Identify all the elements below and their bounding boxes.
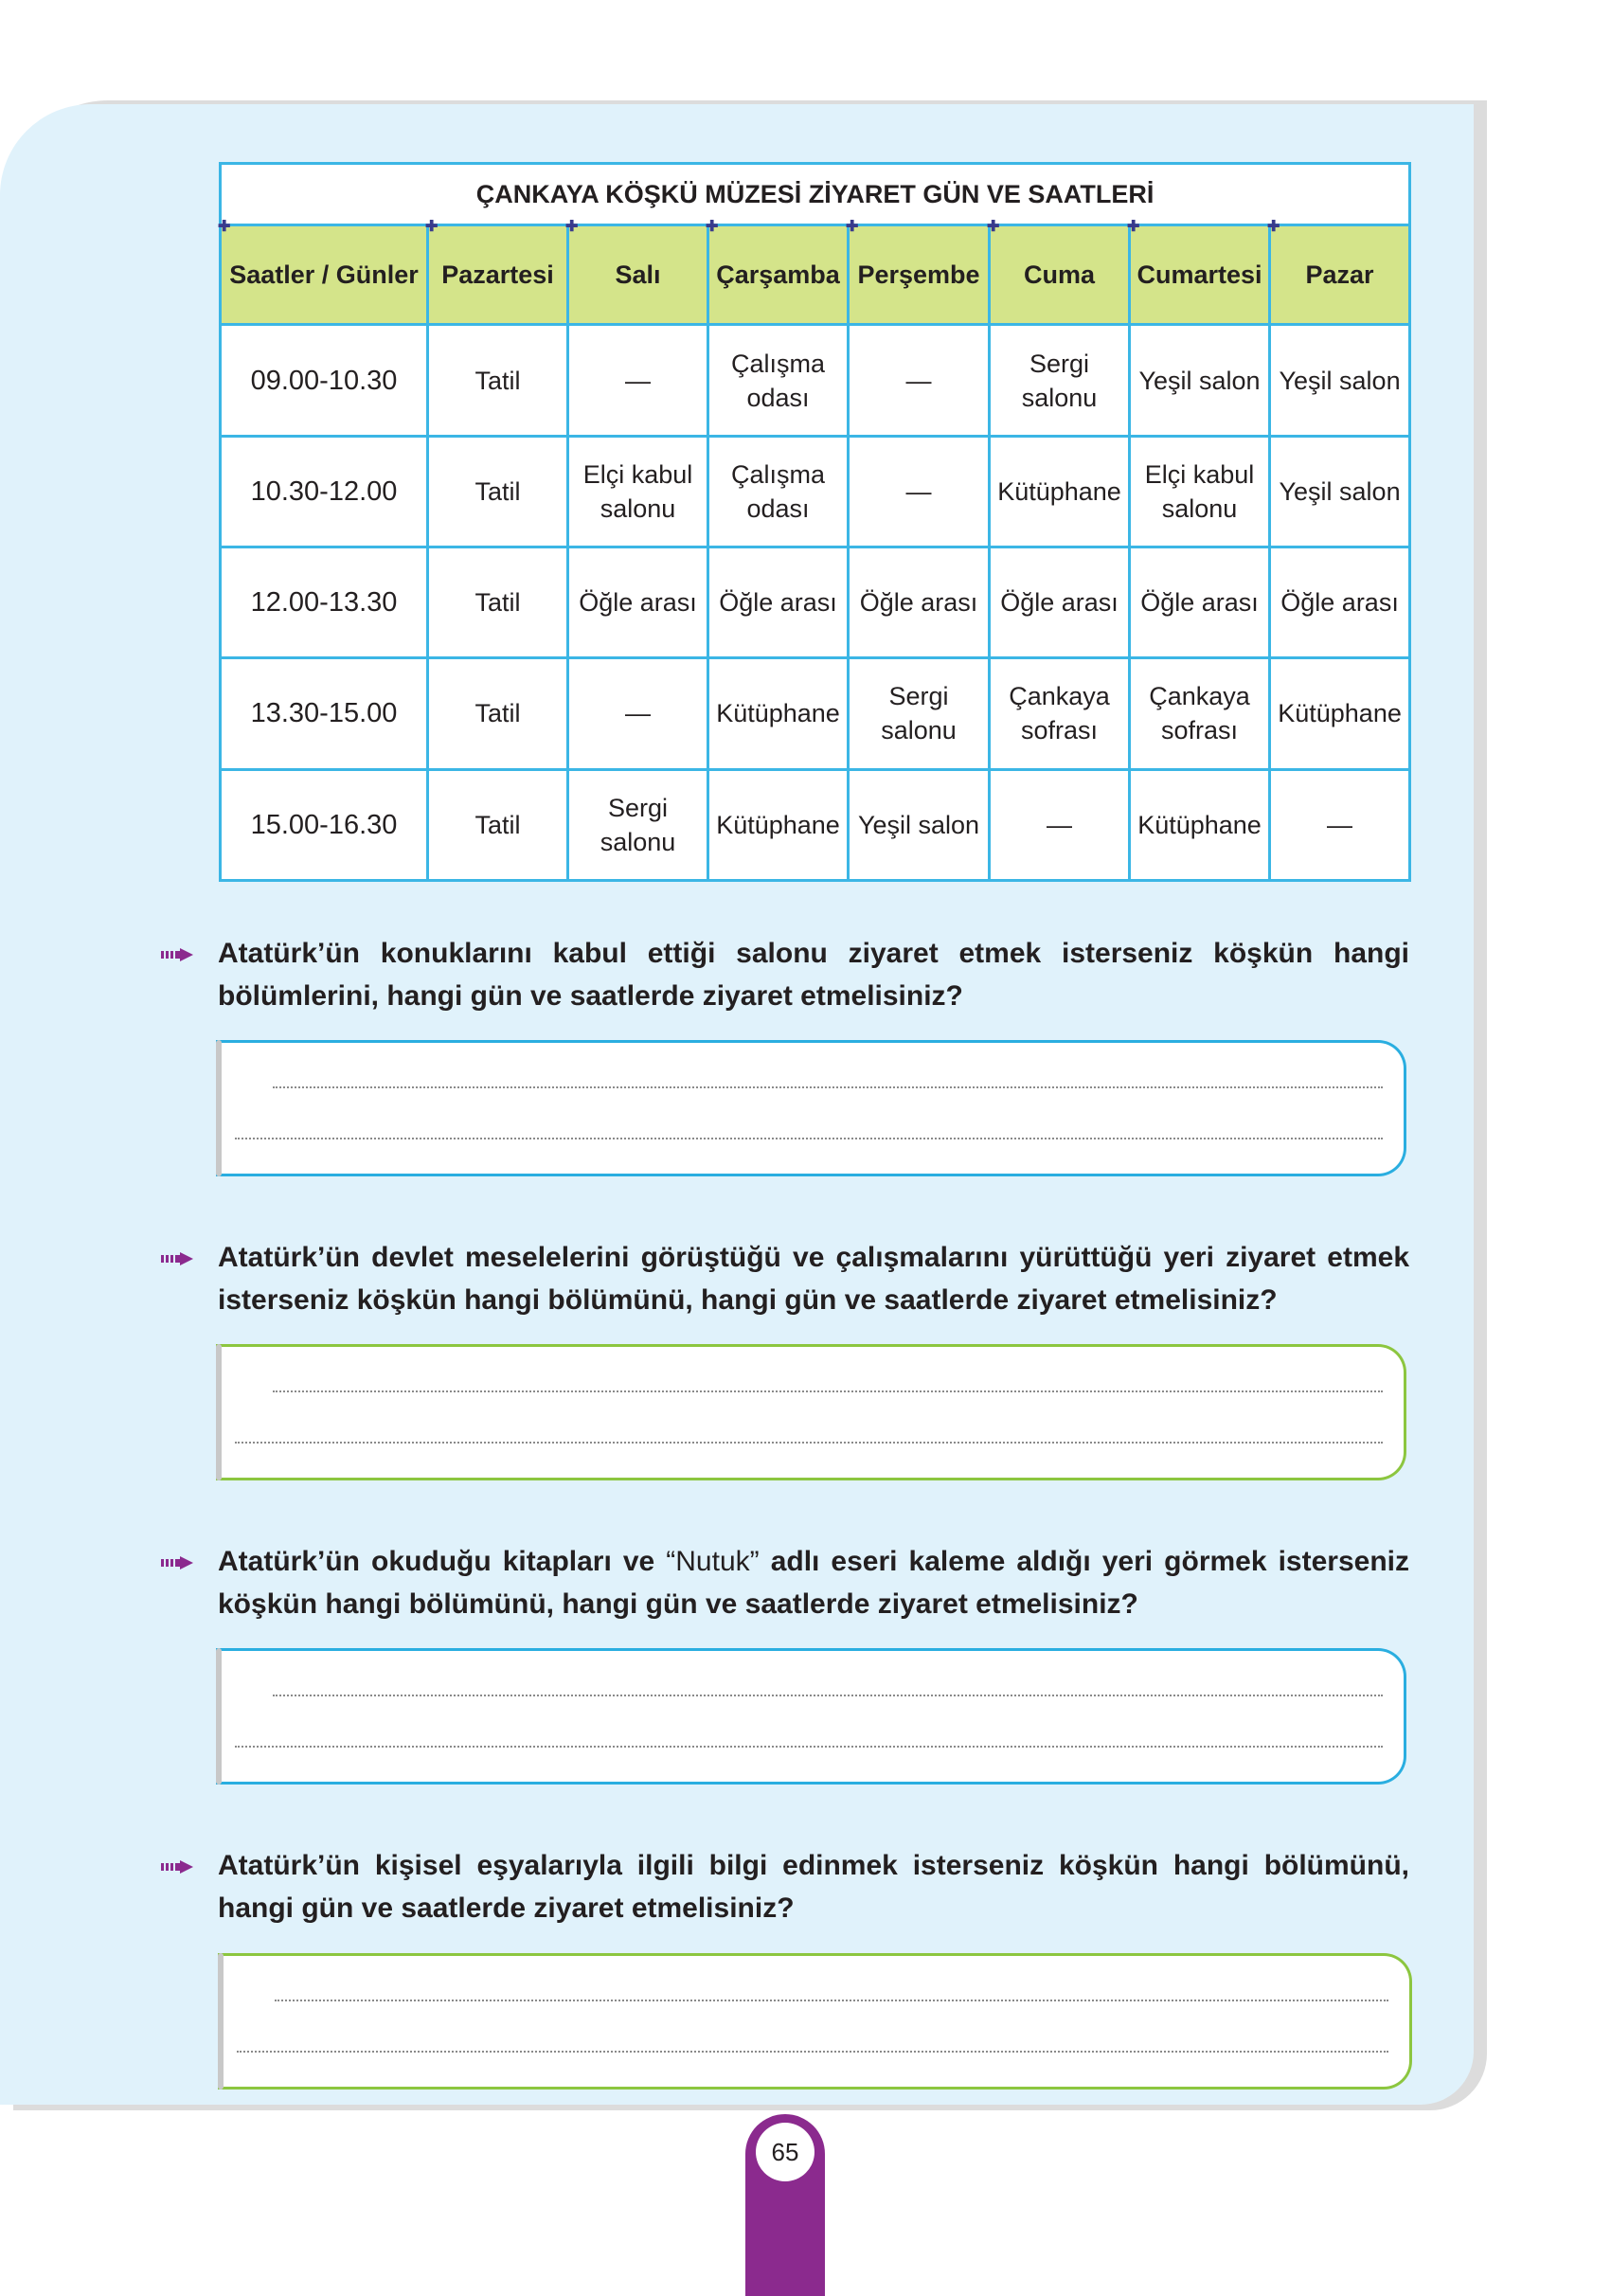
- answer-line: [273, 1086, 1383, 1088]
- table-cell: Tatil: [428, 325, 568, 436]
- time-cell: 10.30-12.00: [221, 436, 428, 547]
- table-cell: —: [849, 436, 990, 547]
- table-row: [221, 325, 1410, 436]
- arrow-bullet-icon: [161, 1556, 193, 1570]
- table-cell: Öğle arası: [990, 547, 1130, 658]
- question-2: Atatürk’ün devlet meselelerini görüştüğü ve çalışmalarını yürüttüğü yeri ziyaret etmek isterseniz köşkün hangi bölümünü, hangi gün ve saatlerde ziyaret etmelisiniz?: [218, 1242, 1409, 1316]
- answer-line: [273, 1695, 1383, 1696]
- answer-box-edge: [218, 1953, 224, 2090]
- table-cell: Öğle arası: [1270, 547, 1410, 658]
- table-cell: Öğle arası: [1130, 547, 1270, 658]
- table-row: [221, 547, 1410, 658]
- table-cell: —: [990, 769, 1130, 880]
- header-cell: ✚ Çarşamba: [708, 225, 849, 325]
- table-cell: Tatil: [428, 436, 568, 547]
- table-cell: Kütüphane: [1130, 769, 1270, 880]
- time-cell: 12.00-13.30: [221, 547, 428, 658]
- table-cell: Öğle arası: [568, 547, 708, 658]
- time-cell: 15.00-16.30: [221, 769, 428, 880]
- answer-box-edge: [216, 1344, 222, 1480]
- question-4: Atatürk’ün kişisel eşyalarıyla ilgili bilgi edinmek isterseniz köşkün hangi bölümünü, hangi gün ve saatlerde ziyaret etmelisiniz?: [218, 1850, 1409, 1924]
- arrow-bullet-icon: [161, 1860, 193, 1874]
- answer-box-3[interactable]: [216, 1648, 1406, 1785]
- table-cell: Elçi kabul salonu: [1130, 436, 1270, 547]
- table-cell: Elçi kabul salonu: [568, 436, 708, 547]
- page-number: 65: [756, 2123, 814, 2181]
- time-cell: 09.00-10.30: [221, 325, 428, 436]
- header-cell: ✚ Salı: [568, 225, 708, 325]
- table-cell: Yeşil salon: [1130, 325, 1270, 436]
- pin-icon: ✚: [1267, 219, 1280, 236]
- header-cell: ✚ Cumartesi: [1130, 225, 1270, 325]
- answer-box-4[interactable]: [218, 1953, 1412, 2090]
- answer-box-edge: [216, 1040, 222, 1176]
- table-cell: Çankaya sofrası: [990, 658, 1130, 769]
- table-cell: Sergi salonu: [849, 658, 990, 769]
- answer-line: [235, 1138, 1383, 1139]
- table-cell: —: [568, 325, 708, 436]
- table-cell: Yeşil salon: [1270, 436, 1410, 547]
- question-3: Atatürk’ün okuduğu kitapları ve “Nutuk” adlı eseri kaleme aldığı yeri görmek isterseniz köşkün hangi bölümünü, hangi gün ve saatlerde ziyaret etmelisiniz?: [218, 1546, 1409, 1620]
- pin-icon: ✚: [425, 219, 439, 236]
- answer-line: [237, 2051, 1388, 2053]
- pin-icon: ✚: [706, 219, 719, 236]
- pin-icon: ✚: [1127, 219, 1140, 236]
- answer-line: [273, 1390, 1383, 1392]
- pin-icon: ✚: [565, 219, 579, 236]
- visit-schedule-table: [219, 162, 1411, 882]
- table-title: ÇANKAYA KÖŞKÜ MÜZESİ ZİYARET GÜN VE SAATLERİ: [221, 164, 1410, 225]
- time-cell: 13.30-15.00: [221, 658, 428, 769]
- answer-line: [235, 1442, 1383, 1444]
- answer-box-1[interactable]: [216, 1040, 1406, 1176]
- table-row: [221, 658, 1410, 769]
- table-cell: Yeşil salon: [1270, 325, 1410, 436]
- pin-icon: ✚: [846, 219, 859, 236]
- question-1: Atatürk’ün konuklarını kabul ettiği salonu ziyaret etmek isterseniz köşkün hangi bölümlerini, hangi gün ve saatlerde ziyaret etmelisiniz?: [218, 938, 1409, 1012]
- table-cell: Öğle arası: [849, 547, 990, 658]
- table-row: [221, 436, 1410, 547]
- table-cell: Sergi salonu: [990, 325, 1130, 436]
- table-header-row: [221, 225, 1410, 325]
- pin-icon: ✚: [218, 219, 231, 236]
- table-cell: Çalışma odası: [708, 436, 849, 547]
- table-cell: Tatil: [428, 658, 568, 769]
- table-row: [221, 769, 1410, 880]
- pin-icon: ✚: [987, 219, 1000, 236]
- answer-box-edge: [216, 1648, 222, 1785]
- table-cell: Çalışma odası: [708, 325, 849, 436]
- header-cell: ✚ Cuma: [990, 225, 1130, 325]
- table-cell: Tatil: [428, 547, 568, 658]
- table-cell: Kütüphane: [708, 658, 849, 769]
- table-cell: Kütüphane: [708, 769, 849, 880]
- table-cell: —: [1270, 769, 1410, 880]
- table-cell: Yeşil salon: [849, 769, 990, 880]
- table-cell: Kütüphane: [990, 436, 1130, 547]
- table-cell: —: [568, 658, 708, 769]
- table-cell: Sergi salonu: [568, 769, 708, 880]
- table-cell: Kütüphane: [1270, 658, 1410, 769]
- table-cell: —: [849, 325, 990, 436]
- header-cell: ✚ Saatler / Günler: [221, 225, 428, 325]
- arrow-bullet-icon: [161, 1252, 193, 1265]
- header-cell: ✚ Pazar: [1270, 225, 1410, 325]
- table-cell: Çankaya sofrası: [1130, 658, 1270, 769]
- arrow-bullet-icon: [161, 948, 193, 961]
- answer-line: [235, 1746, 1383, 1748]
- header-cell: ✚ Pazartesi: [428, 225, 568, 325]
- table-cell: Tatil: [428, 769, 568, 880]
- answer-box-2[interactable]: [216, 1344, 1406, 1480]
- table-cell: Öğle arası: [708, 547, 849, 658]
- answer-line: [275, 2000, 1388, 2001]
- header-cell: ✚ Perşembe: [849, 225, 990, 325]
